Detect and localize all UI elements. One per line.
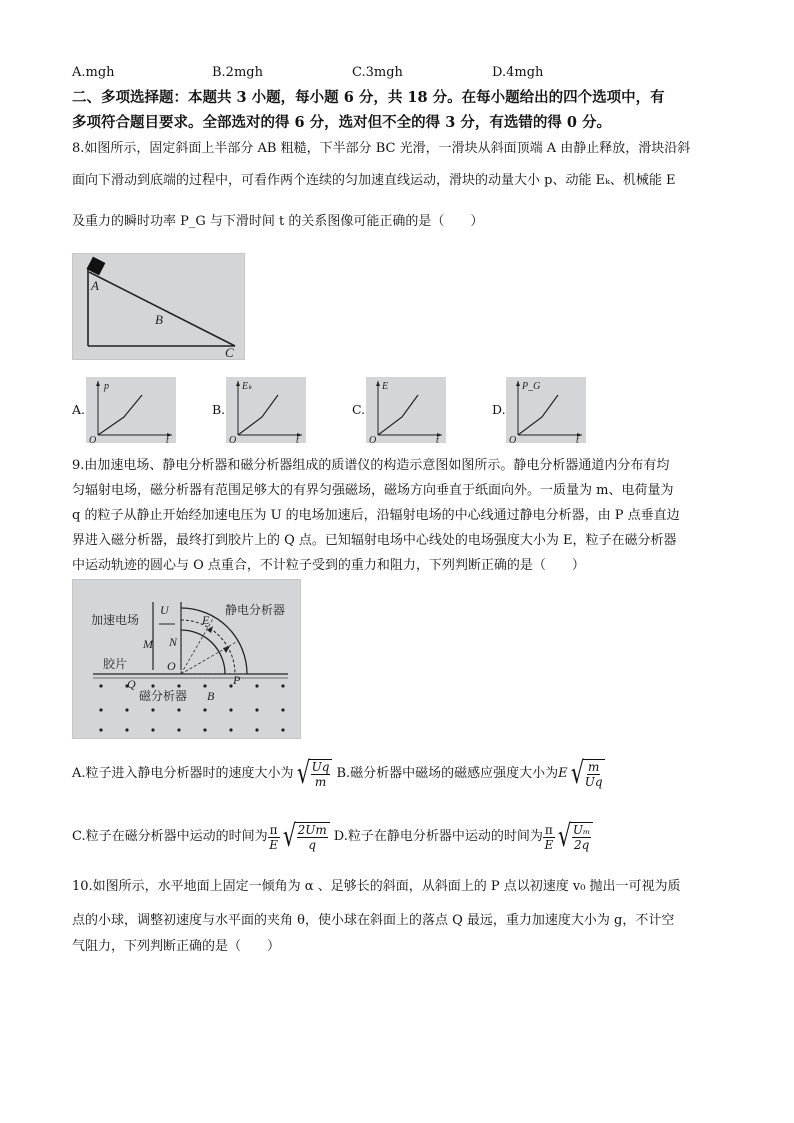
q10-stem-line3: 气阻力，下列判断正确的是（ ） — [72, 939, 281, 954]
graph-a-origin: O — [89, 435, 97, 443]
graph-b-origin: O — [229, 435, 237, 443]
q10-stem-line1: 10.如图所示，水平地面上固定一倾角为 α 、足够长的斜面，从斜面上的 P 点以初速度 v₀ 抛出一可视为质 — [72, 879, 681, 894]
point-a-label: A — [91, 278, 99, 293]
q9-stem-line4: 界进入磁分析器，最终打到胶片上的 Q 点。已知辐射电场中心线处的电场强度大小为 E，粒子在磁分析器 — [72, 533, 677, 548]
q8-incline-figure — [72, 253, 245, 360]
q9-b-pre: E — [558, 766, 568, 781]
q9-stem-line2: 匀辐射电场，磁分析器有范围足够大的有界匀强磁场，磁场方向垂直于纸面向外。一质量为 m、电荷量为 — [72, 483, 674, 498]
graph-a-ylabel: p — [104, 381, 109, 392]
q7-option-c: C.3mgh — [352, 65, 403, 80]
q9-c-den: q — [308, 838, 317, 852]
point-o-label: O — [167, 659, 176, 673]
q9-option-c-formula: √ $\frac{2Um}{q}$ — [280, 822, 330, 852]
q8-option-c-letter: C. — [352, 402, 366, 417]
graph-a-xlabel: t — [166, 435, 169, 443]
film-label: 胶片 — [103, 657, 128, 671]
field-b-label: B — [207, 689, 215, 703]
graph-c-ylabel: E — [382, 381, 389, 392]
point-b-label: B — [155, 312, 163, 327]
point-q-label: Q — [127, 677, 136, 691]
q9-option-b-text: B.磁分析器中磁场的磁感应强度大小为 — [336, 766, 559, 781]
q9-c-num: 2Um — [297, 823, 327, 837]
q9-stem-line1: 9.由加速电场、静电分析器和磁分析器组成的质谱仪的构造示意图如图所示。静电分析器通道内分布有均 — [72, 458, 670, 473]
q9-options-row1 — [72, 754, 605, 794]
msa-label: 磁分析器 — [139, 689, 188, 703]
q7-option-d: D.4mgh — [492, 65, 544, 80]
q8-stem-line1: 8.如图所示，固定斜面上半部分 AB 粗糙，下半部分 BC 光滑，一滑块从斜面顶端 A 由静止释放，滑块沿斜 — [72, 141, 691, 156]
q9-stem-line3: q 的粒子从静止开始经加速电压为 U 的电场加速后，沿辐射电场的中心线通过静电分析器，由 P 点垂直边 — [72, 508, 680, 523]
q8-option-d-graph — [506, 377, 586, 443]
q9-a-den: m — [314, 775, 327, 789]
q7-option-a: A.mgh — [72, 65, 115, 80]
q9-option-c-text: C.粒子在磁分析器中运动的时间为 — [72, 829, 268, 844]
q8-option-b-letter: B. — [212, 402, 226, 417]
graph-d-origin: O — [509, 435, 517, 443]
q8-stem-line2: 面向下滑动到底端的过程中，可看作两个连续的匀加速直线运动，滑块的动量大小 p、动能 Eₖ、机械能 E — [72, 173, 676, 188]
q9-option-a-formula: √ $\frac{Uq}{m}$ — [294, 759, 333, 789]
q9-option-a-text: A.粒子进入静电分析器时的速度大小为 — [72, 766, 294, 781]
q9-d-frac: $\frac{\pi}{E}$ — [544, 822, 554, 852]
voltage-u-label: U — [160, 603, 169, 617]
q9-b-den: Uq — [584, 775, 603, 789]
q9-option-d-text: D.粒子在静电分析器中运动的时间为 — [333, 829, 543, 844]
graph-b-ylabel: Eₖ — [242, 381, 253, 392]
q9-b-num: m — [587, 760, 600, 774]
graph-d-xlabel: t — [576, 435, 579, 443]
q8-stem-line3: 及重力的瞬时功率 P_G 与下滑时间 t 的关系图像可能正确的是（ ） — [72, 214, 484, 229]
q9-d-den: 2q — [573, 838, 590, 852]
section2-heading-line2: 多项符合题目要求。全部选对的得 6 分，选对但不全的得 3 分，有选错的得 0 分。 — [72, 114, 612, 131]
q9-c-frac: $\frac{\pi}{E}$ — [269, 822, 278, 852]
q9-d-num: Uₘ — [572, 823, 591, 837]
q10-stem-line2: 点的小球，调整初速度与水平面的夹角 θ，使小球在斜面上的落点 Q 最远，重力加速度大小为 g，不计空 — [72, 913, 675, 928]
esa-label: 静电分析器 — [225, 603, 286, 617]
graph-d-ylabel: P_G — [522, 381, 541, 392]
q9-option-d-formula: √ $\frac{\text{Uₘ}}{2q}$ — [555, 822, 594, 852]
q9-a-num: Uq — [311, 760, 330, 774]
graph-b-xlabel: t — [296, 435, 299, 443]
plate-m-label: M — [143, 637, 153, 651]
q9-spectrometer-figure — [72, 579, 301, 739]
q8-option-a-graph — [86, 377, 176, 443]
graph-c-origin: O — [369, 435, 377, 443]
accel-field-label: 加速电场 — [91, 613, 140, 627]
section2-heading-line1: 二、多项选择题：本题共 3 小题，每小题 6 分，共 18 分。在每小题给出的四个选项中，有 — [72, 89, 665, 106]
point-p-label: P — [233, 673, 241, 687]
graph-c-xlabel: t — [436, 435, 439, 443]
q8-option-a-letter: A. — [72, 402, 86, 417]
q7-option-b: B.2mgh — [212, 65, 263, 80]
q9-option-b-formula: √ $\frac{m}{Uq}$ — [570, 756, 603, 791]
field-e-label: E — [202, 613, 210, 627]
point-c-label: C — [225, 345, 234, 359]
q9-stem-line5: 中运动轨迹的圆心与 O 点重合，不计粒子受到的重力和阻力，下列判断正确的是（ ） — [72, 558, 585, 573]
q8-option-c-graph — [366, 377, 446, 443]
q8-option-d-letter: D. — [492, 402, 506, 417]
q8-option-b-graph — [226, 377, 306, 443]
plate-n-label: N — [169, 635, 178, 649]
q9-options-row2 — [72, 816, 593, 858]
